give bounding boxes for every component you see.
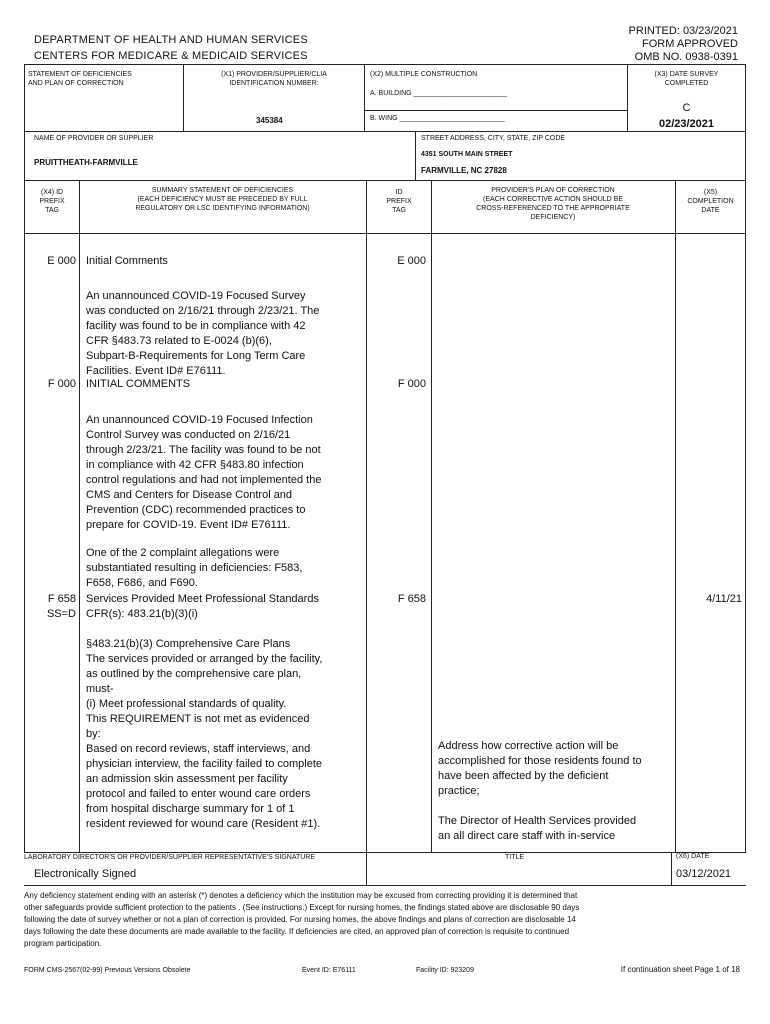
divider [79,180,80,852]
x3-label: (X3) DATE SURVEY COMPLETED [654,71,719,87]
x2-building: A. BUILDING ________________________ [370,90,507,97]
e000-id: E 000 [397,255,426,267]
event-id: Event ID: E76111 [302,967,356,974]
signature-value: Electronically Signed [34,868,137,880]
disclaimer-text: Any deficiency statement ending with an asterisk (*) denotes a deficiency which the institution may be excused from correcting providing it is determined that other safeguards provide sufficient protection to the patients . (See instructions.) Except for nursing homes, the findings stated above are disclosable 90 days following the date of survey whether or not a plan of correction is provided. For nursing homes, the above findings and plans of correction are disclosable 14 days following the date these documents are made available to the facility. If deficiencies are cited, an approved plan of correction is requisite to continued program participation. [24,891,580,948]
f000-id: F 000 [397,378,426,390]
divider [675,180,676,852]
e000-title: Initial Comments [86,255,168,267]
x2-wing: B. WING ___________________________ [370,115,505,122]
statement-label: STATEMENT OF DEFICIENCIES AND PLAN OF CORRECTION [28,71,132,87]
divider [366,180,367,852]
x3-code: C [682,102,691,114]
divider [364,64,365,131]
page-indicator: If continuation sheet Page 1 of 18 [620,965,740,974]
e000-body: An unannounced COVID-19 Focused Survey was conducted on 2/16/21 through 2/23/21. The facility was found to be in compliance with 42 CFR §483.73 related to E-0024 (b)(6), Subpart-B-Requirements for Long Term Care Facilities. Event ID# E76111. [86,290,320,377]
f000-title: INITIAL COMMENTS [86,378,191,390]
id-column-header: ID PREFIX TAG [386,189,412,214]
complaint-text: One of the 2 complaint allegations were substantiated resulting in deficiencies: F583, F658, F686, and F690. [86,547,303,589]
plan-correction-text: Address how corrective action will be accomplished for those residents found to have been affected by the deficient practice; [438,740,642,797]
form-number: FORM CMS-2567(02-99) Previous Versions Obsolete [24,967,191,974]
x2-label: (X2) MULTIPLE CONSTRUCTION [370,71,478,78]
x4-column-header: (X4) ID PREFIX TAG [39,189,65,214]
summary-column-header: SUMMARY STATEMENT OF DEFICIENCIES (EACH DEFICIENCY MUST BE PRECEDED BY FULL REGULATORY OR LSC IDENTIFYING INFORMATION) [135,187,310,212]
divider [24,180,746,181]
f000-tag: F 000 [47,378,76,390]
table-right-border [745,64,746,852]
table-left-border [24,64,25,852]
signature-label: LABORATORY DIRECTOR'S OR PROVIDER/SUPPLIER REPRESENTATIVE'S SIGNATURE [24,854,316,861]
divider [24,233,746,234]
title-label: TITLE [505,854,525,861]
divider [415,131,416,180]
agency-name: CENTERS FOR MEDICARE & MEDICAID SERVICES [34,50,308,62]
form-approved: FORM APPROVED [642,38,738,50]
city-state-zip: FARMVILLE, NC 27828 [421,166,507,175]
e000-tag: E 000 [47,255,76,267]
printed-date: PRINTED: 03/23/2021 [628,25,738,37]
x5-column-header: (X5) COMPLETION DATE [687,189,734,214]
divider [364,110,627,111]
f658-scope-severity: SS=D [46,608,76,620]
x3-date: 02/23/2021 [658,118,715,130]
date-label: (X6) DATE [676,853,710,860]
omb-number: OMB NO. 0938-0391 [634,51,738,63]
f000-body: An unannounced COVID-19 Focused Infection Control Survey was conducted on 2/16/21 through 2/23/21. The facility was found to be not in compliance with 42 CFR §483.80 infection control regulations and had not implemented the CMS and Centers for Disease Control and Prevention (CDC) recommended practices to prepare for COVID-19. Event ID# E76111. [86,414,322,531]
street-address: 4351 SOUTH MAIN STREET [421,151,513,158]
divider [24,885,746,886]
x1-value: 345384 [256,116,283,125]
facility-id: Facility ID: 923209 [416,967,474,974]
f658-title: Services Provided Meet Professional Standards CFR(s): 483.21(b)(3)(i) [86,593,319,620]
plan-correction-text-2: The Director of Health Services provided an all direct care staff with in-service [438,815,637,842]
provider-name: PRUITTHEATH-FARMVILLE [34,158,138,167]
f658-id: F 658 [397,593,426,605]
divider [431,180,432,852]
divider [24,131,746,132]
signature-date: 03/12/2021 [676,868,732,880]
f658-tag: F 658 [47,593,76,605]
department-name: DEPARTMENT OF HEALTH AND HUMAN SERVICES [34,34,308,46]
table-top-border [24,64,746,65]
x1-label: (X1) PROVIDER/SUPPLIER/CLIA IDENTIFICATION NUMBER: [221,71,327,87]
divider [366,852,367,886]
divider [671,852,672,886]
f658-completion-date: 4/11/21 [706,593,742,605]
f658-body: §483.21(b)(3) Comprehensive Care Plans The services provided or arranged by the facility, as outlined by the comprehensive care plan, must- (i) Meet professional standards of quality. This REQUIREMENT is not met as evidenced by: Based on record reviews, staff interviews, and physician interview, the facility failed to complete an admission skin assessment per facility protocol and failed to enter wound care orders from hospital discharge summary for 1 of 1 resident reviewed for wound care (Resident #1). [86,638,323,830]
provider-name-label: NAME OF PROVIDER OR SUPPLIER [34,135,154,142]
plan-column-header: PROVIDER'S PLAN OF CORRECTION (EACH CORRECTIVE ACTION SHOULD BE CROSS-REFERENCED TO THE APPROPRIATE DEFICIENCY) [476,187,630,221]
address-label: STREET ADDRESS, CITY, STATE, ZIP CODE [421,135,566,142]
